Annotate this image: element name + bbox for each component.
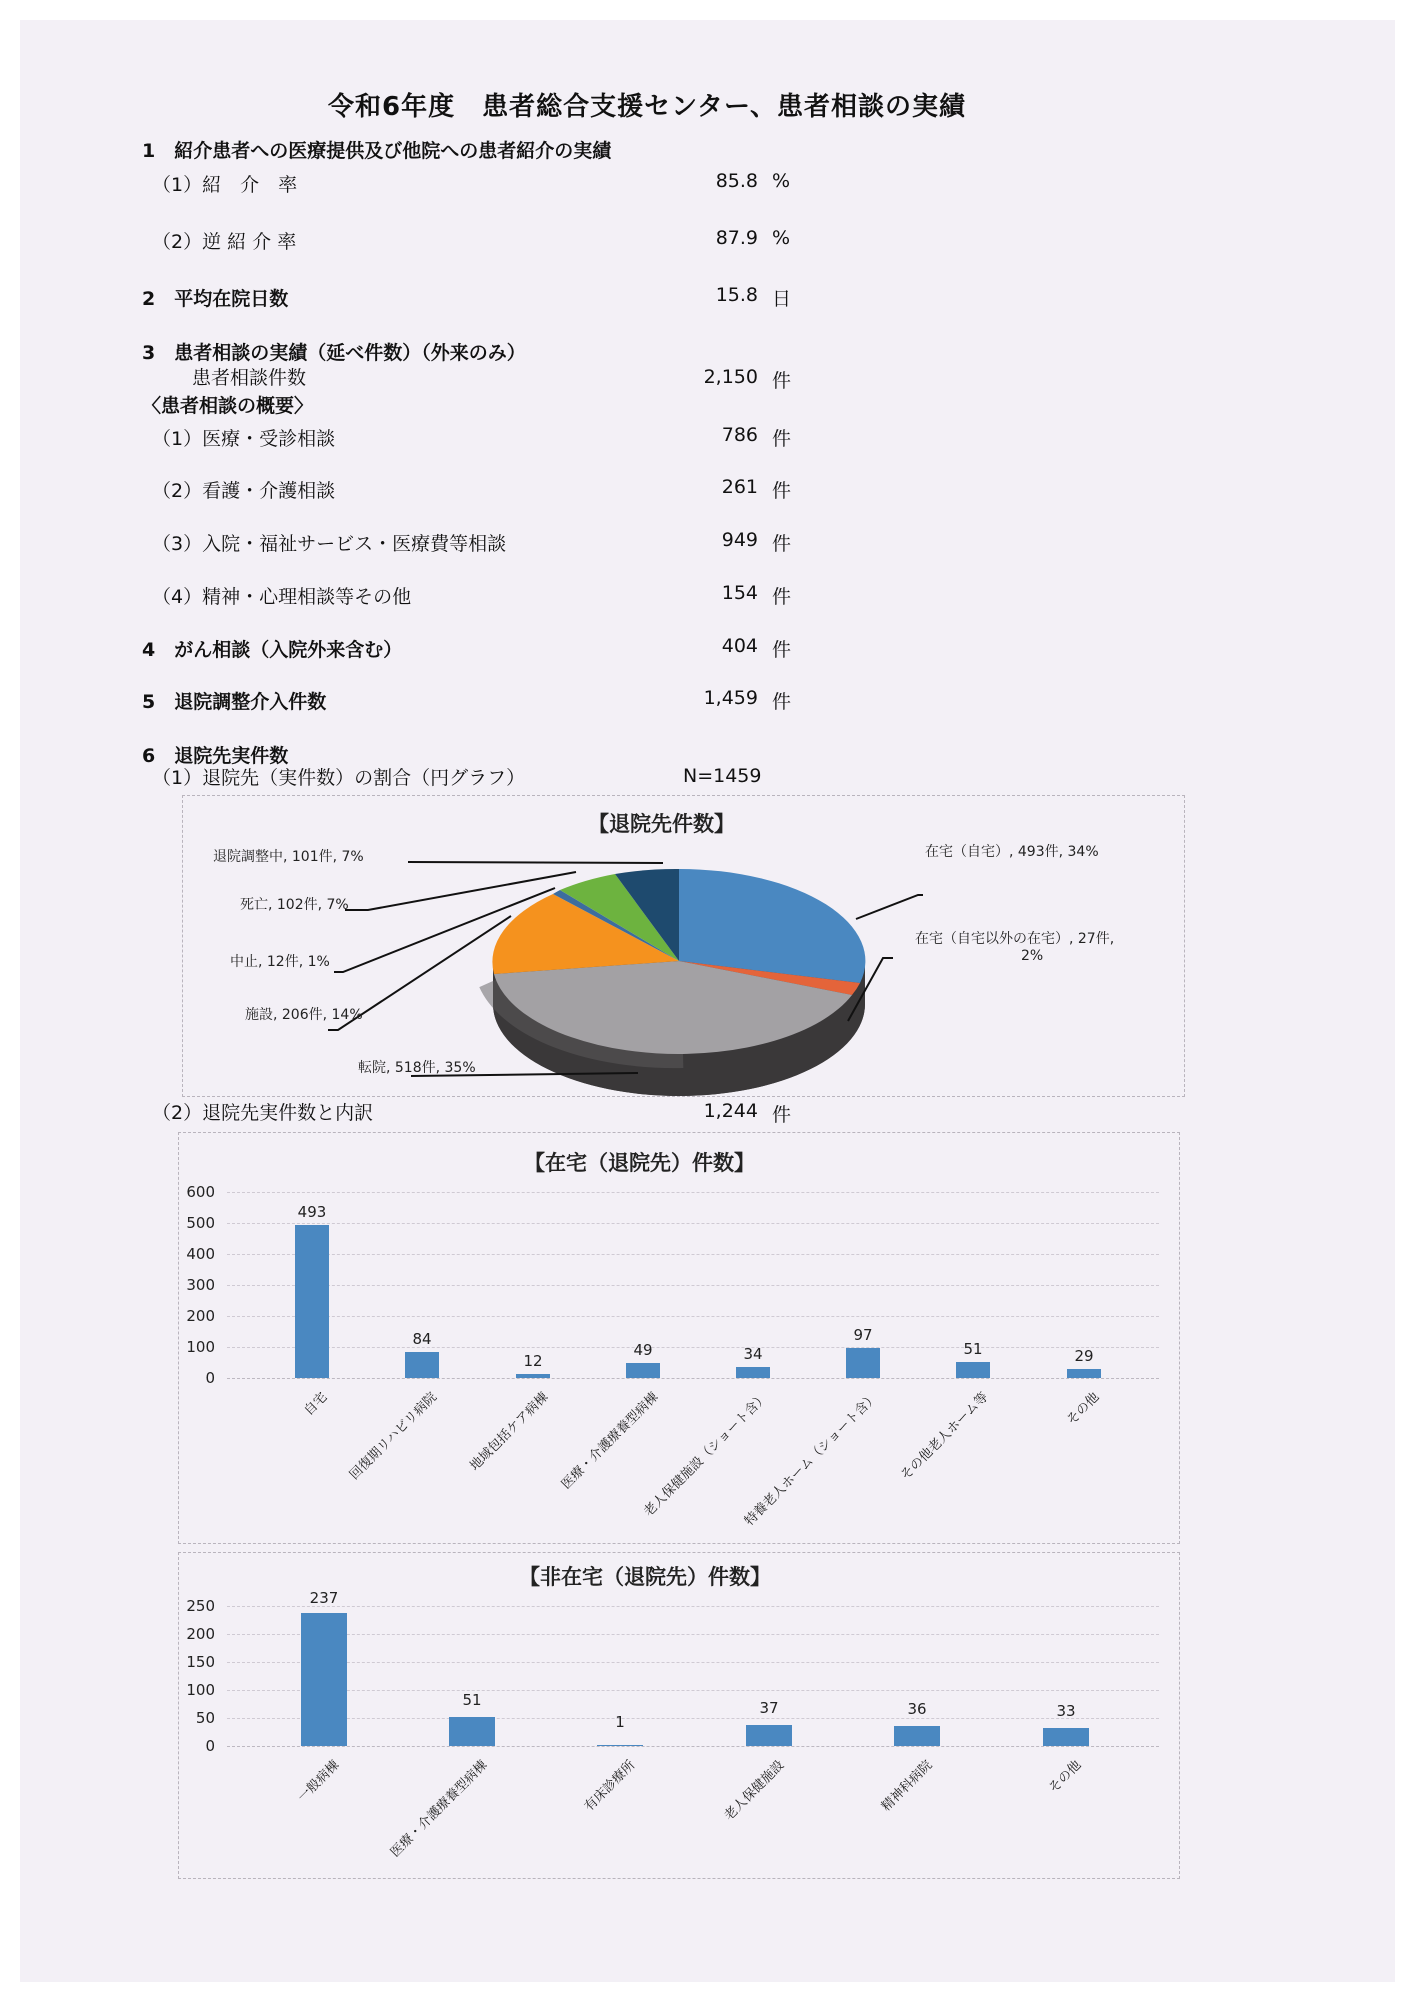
pie-label-home-other: 在宅（自宅以外の在宅）, 27件, bbox=[915, 931, 1115, 947]
category-label-medical-care-ward: 医療・介護療養型病棟 bbox=[387, 1757, 491, 1861]
breakdown-total-value: 1,244 bbox=[703, 1100, 758, 1122]
category-label-geriatric-health-facility: 老人保健施設 bbox=[721, 1757, 788, 1824]
pie-label-transfer: 転院, 518件, 35% bbox=[358, 1060, 476, 1076]
consult-item-nursing-label: （2）看護・介護相談 bbox=[152, 480, 336, 502]
y-tick-250: 250 bbox=[186, 1597, 215, 1615]
gridline bbox=[227, 1690, 1159, 1691]
consult-item-mental-unit: 件 bbox=[772, 586, 792, 608]
section-2-heading: 2 平均在院日数 bbox=[142, 288, 289, 310]
category-label-community-care-ward: 地域包括ケア病棟 bbox=[467, 1389, 552, 1474]
consultation-total-unit: 件 bbox=[772, 370, 792, 392]
pie-label-facility: 施設, 206件, 14% bbox=[245, 1007, 363, 1023]
category-label-geriatric-health-facility: 老人保健施設（ショート含） bbox=[641, 1389, 772, 1520]
bar-home bbox=[295, 1225, 329, 1378]
consult-item-nursing-value: 261 bbox=[721, 476, 758, 498]
consult-item-mental-label: （4）精神・心理相談等その他 bbox=[152, 586, 412, 608]
bar-value-rehab-hospital: 84 bbox=[412, 1330, 432, 1348]
section-3-heading: 3 患者相談の実績（延べ件数）（外来のみ） bbox=[142, 342, 526, 364]
bar-other-elderly-home bbox=[956, 1362, 990, 1378]
cancer-consult-unit: 件 bbox=[772, 639, 792, 661]
bar-other bbox=[1043, 1728, 1089, 1746]
gridline bbox=[227, 1285, 1159, 1286]
bar-value-other: 33 bbox=[1056, 1702, 1076, 1720]
y-tick-500: 500 bbox=[186, 1214, 215, 1232]
gridline bbox=[227, 1718, 1159, 1719]
home-bar-chart-container bbox=[178, 1132, 1180, 1544]
y-tick-50: 50 bbox=[195, 1709, 215, 1727]
bar-community-care-ward bbox=[516, 1374, 550, 1378]
x-axis-line bbox=[227, 1746, 1159, 1747]
gridline bbox=[227, 1223, 1159, 1224]
section-6-heading: 6 退院先実件数 bbox=[142, 745, 289, 767]
bar-value-psychiatric-hospital: 36 bbox=[907, 1700, 927, 1718]
category-label-general-ward: 一般病棟 bbox=[295, 1757, 343, 1806]
reverse-referral-rate-value: 87.9 bbox=[715, 227, 758, 249]
gridline bbox=[227, 1347, 1159, 1348]
bar-rehab-hospital bbox=[405, 1352, 439, 1378]
non-home-bar-chart-title: 【非在宅（退院先）件数】 bbox=[519, 1565, 771, 1589]
pie-label-home: 在宅（自宅）, 493件, 34% bbox=[925, 844, 1099, 860]
referral-rate-label: （1）紹 介 率 bbox=[152, 174, 298, 196]
y-tick-150: 150 bbox=[186, 1653, 215, 1671]
pie-section-label: （1）退院先（実件数）の割合（円グラフ） bbox=[152, 767, 526, 789]
bar-value-geriatric-health-facility: 37 bbox=[759, 1699, 779, 1717]
consultation-overview-heading: 〈患者相談の概要〉 bbox=[142, 395, 314, 417]
bar-medical-care-ward bbox=[449, 1717, 495, 1746]
y-tick-100: 100 bbox=[186, 1681, 215, 1699]
breakdown-total-unit: 件 bbox=[772, 1104, 792, 1126]
bar-value-geriatric-health-facility: 34 bbox=[743, 1345, 763, 1363]
consult-item-admission-value: 949 bbox=[721, 529, 758, 551]
category-label-rehab-hospital: 回復期リハビリ病院 bbox=[347, 1389, 441, 1483]
bar-value-other-elderly-home: 51 bbox=[963, 1340, 983, 1358]
pie-chart-container bbox=[182, 795, 1185, 1097]
y-tick-300: 300 bbox=[186, 1276, 215, 1294]
y-tick-400: 400 bbox=[186, 1245, 215, 1263]
discharge-intervention-value: 1,459 bbox=[703, 687, 758, 709]
referral-rate-unit: % bbox=[772, 170, 791, 192]
home-bar-chart-title: 【在宅（退院先）件数】 bbox=[524, 1151, 755, 1175]
pie-label-death: 死亡, 102件, 7% bbox=[240, 897, 349, 913]
consult-item-nursing-unit: 件 bbox=[772, 480, 792, 502]
referral-rate-value: 85.8 bbox=[715, 170, 758, 192]
bar-value-special-nursing-home: 97 bbox=[853, 1326, 873, 1344]
bar-value-medical-care-ward: 51 bbox=[462, 1691, 482, 1709]
bar-psychiatric-hospital bbox=[894, 1726, 940, 1746]
bar-clinic-with-beds bbox=[597, 1745, 643, 1746]
gridline bbox=[227, 1606, 1159, 1607]
category-label-other: その他 bbox=[1046, 1757, 1085, 1797]
bar-value-medical-care-ward: 49 bbox=[633, 1341, 653, 1359]
section-5-heading: 5 退院調整介入件数 bbox=[142, 691, 327, 713]
pie-n-value: N=1459 bbox=[683, 765, 762, 787]
section-1-heading: 1 紹介患者への医療提供及び他院への患者紹介の実績 bbox=[142, 140, 612, 162]
consult-item-admission-label: （3）入院・福祉サービス・医療費等相談 bbox=[152, 533, 507, 555]
gridline bbox=[227, 1662, 1159, 1663]
y-tick-200: 200 bbox=[186, 1625, 215, 1643]
bar-general-ward bbox=[301, 1613, 347, 1746]
non-home-bar-chart-container bbox=[178, 1552, 1180, 1879]
y-tick-0: 0 bbox=[205, 1737, 215, 1755]
gridline bbox=[227, 1254, 1159, 1255]
pie-chart-title: 【退院先件数】 bbox=[588, 812, 735, 836]
bar-value-clinic-with-beds: 1 bbox=[615, 1713, 625, 1731]
section-4-heading: 4 がん相談（入院外来含む） bbox=[142, 639, 403, 661]
consultation-total-label: 患者相談件数 bbox=[192, 367, 307, 389]
y-tick-100: 100 bbox=[186, 1338, 215, 1356]
x-axis-line bbox=[227, 1378, 1159, 1379]
category-label-other: その他 bbox=[1064, 1389, 1103, 1429]
gridline bbox=[227, 1634, 1159, 1635]
bar-medical-care-ward bbox=[626, 1363, 660, 1378]
bar-value-general-ward: 237 bbox=[309, 1589, 339, 1607]
breakdown-section-label: （2）退院先実件数と内訳 bbox=[152, 1102, 374, 1124]
bar-other bbox=[1067, 1369, 1101, 1378]
y-tick-0: 0 bbox=[205, 1369, 215, 1387]
page-title: 令和6年度 患者総合支援センター、患者相談の実績 bbox=[328, 92, 967, 122]
category-label-special-nursing-home: 特養老人ホーム（ショート含） bbox=[742, 1389, 882, 1529]
category-label-medical-care-ward: 医療・介護療養型病棟 bbox=[558, 1389, 662, 1493]
bar-value-home: 493 bbox=[297, 1203, 327, 1221]
bar-value-community-care-ward: 12 bbox=[523, 1352, 543, 1370]
bar-value-other: 29 bbox=[1074, 1347, 1094, 1365]
bar-geriatric-health-facility bbox=[746, 1725, 792, 1746]
category-label-other-elderly-home: その他老人ホーム等 bbox=[898, 1389, 992, 1484]
gridline bbox=[227, 1192, 1159, 1193]
category-label-home: 自宅 bbox=[301, 1389, 331, 1419]
avg-stay-value: 15.8 bbox=[715, 284, 758, 306]
y-tick-200: 200 bbox=[186, 1307, 215, 1325]
avg-stay-unit: 日 bbox=[772, 288, 792, 310]
category-label-psychiatric-hospital: 精神科病院 bbox=[878, 1757, 936, 1815]
consult-item-medical-unit: 件 bbox=[772, 428, 792, 450]
pie-label-adjusting: 退院調整中, 101件, 7% bbox=[213, 849, 364, 865]
discharge-intervention-unit: 件 bbox=[772, 691, 792, 713]
consult-item-medical-label: （1）医療・受診相談 bbox=[152, 428, 336, 450]
consult-item-admission-unit: 件 bbox=[772, 533, 792, 555]
consult-item-medical-value: 786 bbox=[721, 424, 758, 446]
pie-label-cancel: 中止, 12件, 1% bbox=[230, 954, 330, 970]
reverse-referral-rate-label: （2）逆 紹 介 率 bbox=[152, 231, 297, 253]
y-tick-600: 600 bbox=[186, 1183, 215, 1201]
pie-label-home-other-pct: 2% bbox=[1021, 948, 1044, 964]
gridline bbox=[227, 1316, 1159, 1317]
reverse-referral-rate-unit: % bbox=[772, 227, 791, 249]
bar-special-nursing-home bbox=[846, 1348, 880, 1378]
cancer-consult-value: 404 bbox=[721, 635, 758, 657]
bar-geriatric-health-facility bbox=[736, 1367, 770, 1378]
category-label-clinic-with-beds: 有床診療所 bbox=[581, 1757, 639, 1815]
consultation-total-value: 2,150 bbox=[703, 366, 758, 388]
consult-item-mental-value: 154 bbox=[721, 582, 758, 604]
